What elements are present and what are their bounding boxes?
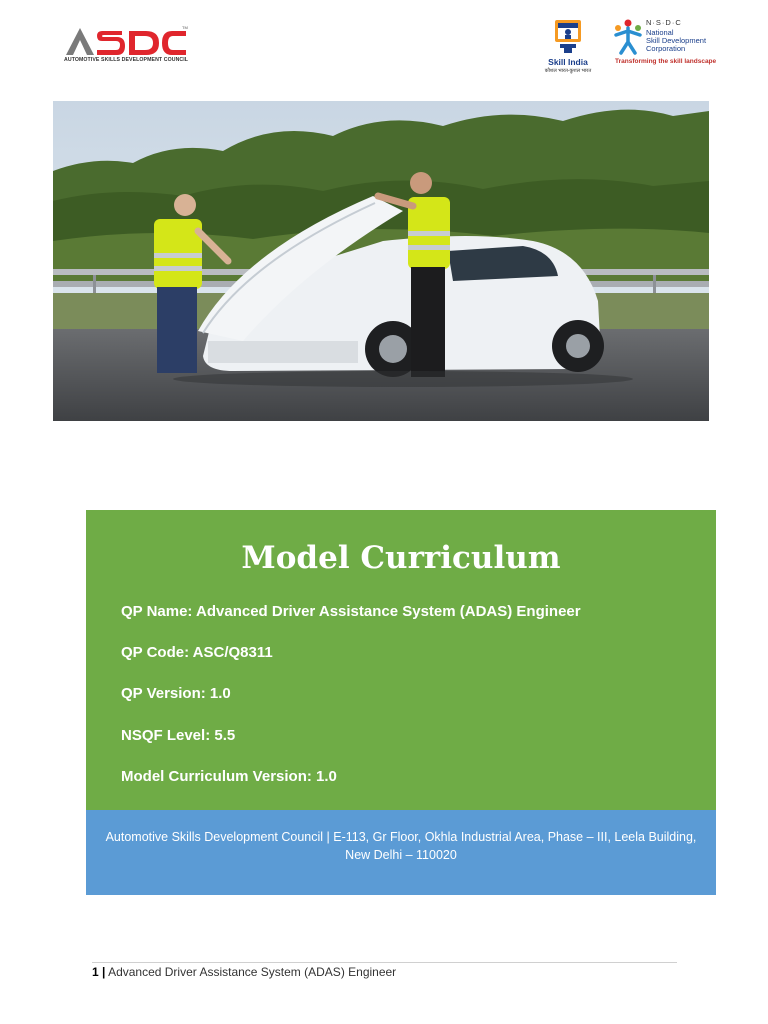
nsdc-tagline: Transforming the skill landscape bbox=[615, 58, 717, 65]
hero-photo bbox=[53, 101, 709, 421]
address-line-1: Automotive Skills Development Council | E-113, Gr Floor, Okhla Industrial Area, Phase – III, Leela Building, bbox=[105, 830, 697, 844]
skill-india-emblem-icon bbox=[540, 18, 596, 56]
asdc-tagline: AUTOMOTIVE SKILLS DEVELOPMENT COUNCIL bbox=[64, 57, 189, 63]
page-title: Model Curriculum bbox=[241, 540, 561, 576]
page-number: 1 bbox=[92, 965, 99, 979]
address-line-2: New Delhi – 110020 bbox=[345, 848, 457, 862]
nsdc-line-2: Skill Development bbox=[646, 36, 707, 45]
nsdc-abbr: N·S·D·C bbox=[646, 18, 682, 27]
address-text bbox=[92, 828, 710, 864]
footer-divider bbox=[92, 962, 677, 963]
nsdc-logo bbox=[608, 18, 723, 72]
skill-india-hindi: कौशल भारत-कुशल भारत bbox=[544, 68, 592, 74]
nsdc-line-1: National bbox=[646, 28, 674, 37]
qp-code: QP Code: ASC/Q8311 bbox=[121, 644, 273, 661]
qp-version: QP Version: 1.0 bbox=[121, 685, 231, 702]
address-box bbox=[86, 810, 716, 895]
page-footer bbox=[92, 965, 396, 979]
asdc-logo bbox=[64, 25, 189, 67]
curriculum-version: Model Curriculum Version: 1.0 bbox=[121, 768, 337, 785]
footer-text: Advanced Driver Assistance System (ADAS) Engineer bbox=[108, 965, 397, 979]
nsdc-line-3: Corporation bbox=[646, 44, 686, 53]
nsqf-level: NSQF Level: 5.5 bbox=[121, 727, 236, 744]
nsdc-figure-icon bbox=[610, 18, 646, 56]
footer-separator: | bbox=[102, 965, 106, 979]
title-box bbox=[86, 510, 716, 810]
skill-india-logo bbox=[540, 18, 596, 78]
skill-india-title: Skill India bbox=[548, 57, 588, 67]
svg-text:TM: TM bbox=[182, 25, 188, 30]
qp-name: QP Name: Advanced Driver Assistance System (ADAS) Engineer bbox=[121, 603, 581, 620]
